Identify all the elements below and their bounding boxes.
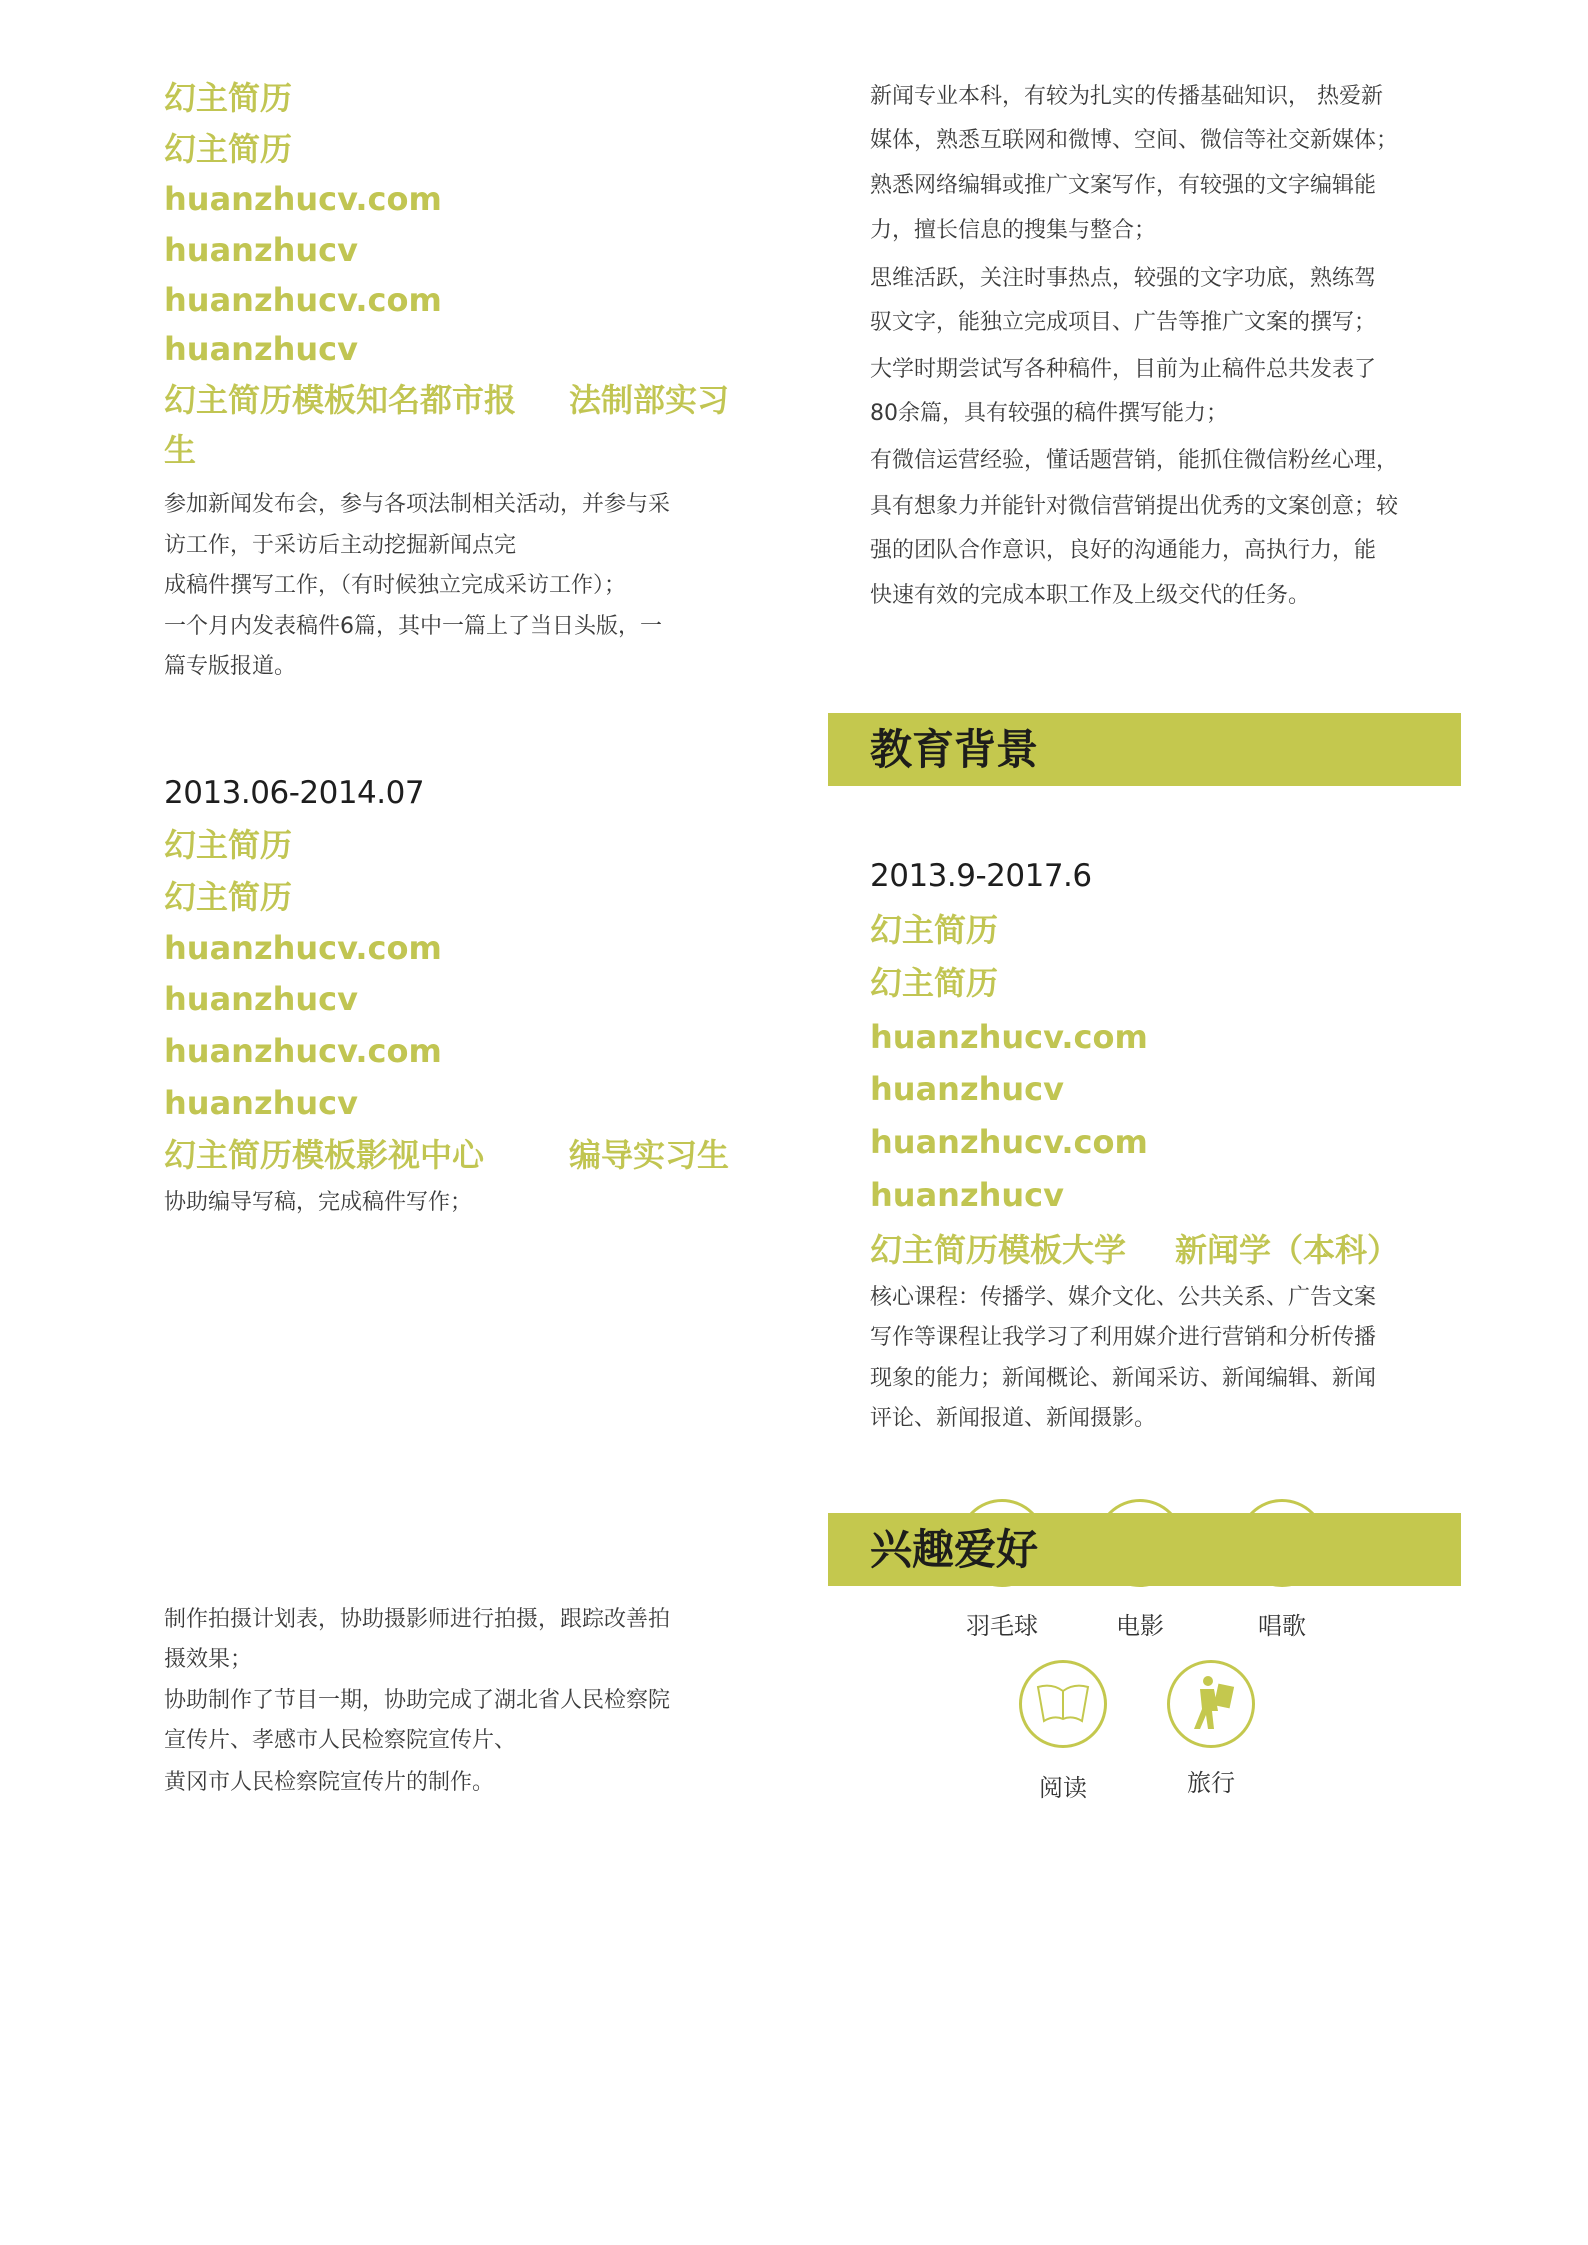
job1-line: huanzhucv — [164, 231, 358, 269]
education-desc-line: 现象的能力；新闻概论、新闻采访、新闻编辑、新闻 — [870, 1366, 1377, 1391]
hiker-icon — [1167, 1660, 1255, 1748]
job1-line: huanzhucv.com — [164, 180, 442, 218]
self-eval-line: 具有想象力并能针对微信营销提出优秀的文案创意；较 — [870, 494, 1399, 519]
self-eval-line: 熟悉网络编辑或推广文案写作，有较强的文字编辑能 — [870, 173, 1377, 198]
job1-desc-line: 访工作，于采访后主动挖掘新闻点完 — [164, 533, 517, 558]
self-eval-line: 力，擅长信息的搜集与整合； — [870, 218, 1157, 243]
education-line: huanzhucv.com — [870, 1018, 1148, 1056]
job2-more-desc-line: 摄效果； — [164, 1647, 253, 1672]
job1-company: 幻主简历模板知名都市报 — [164, 381, 517, 419]
education-desc-line: 核心课程：传播学、媒介文化、公共关系、广告文案 — [870, 1285, 1377, 1310]
education-line: 幻主简历 — [870, 911, 999, 949]
job1-desc-line: 成稿件撰写工作，（有时候独立完成采访工作）； — [164, 573, 627, 598]
education-date: 2013.9-2017.6 — [870, 858, 1092, 894]
self-eval-line: 驭文字，能独立完成项目、广告等推广文案的撰写； — [870, 310, 1377, 335]
education-line: huanzhucv — [870, 1070, 1064, 1108]
job1-line: 幻主简历 — [164, 130, 293, 168]
job1-line: 幻主简历 — [164, 79, 293, 117]
hobby-label: 阅读 — [1039, 1774, 1087, 1802]
education-line: huanzhucv — [870, 1176, 1064, 1214]
job2-date: 2013.06-2014.07 — [164, 775, 425, 811]
self-eval-line: 有微信运营经验，懂话题营销，能抓住微信粉丝心理， — [870, 448, 1399, 473]
education-major: 新闻学（本科） — [1175, 1231, 1400, 1269]
hobby-label: 旅行 — [1187, 1769, 1235, 1797]
job2-company: 幻主简历模板影视中心 — [164, 1136, 485, 1174]
job2-line: 幻主简历 — [164, 826, 293, 864]
job2-desc-line: 协助编导写稿，完成稿件写作； — [164, 1190, 473, 1215]
hobbies-section-title: 兴趣爱好 — [870, 1525, 1039, 1574]
job2-line: huanzhucv.com — [164, 929, 442, 967]
self-eval-line: 思维活跃，关注时事热点，较强的文字功底，熟练驾 — [870, 266, 1377, 291]
job1-desc-line: 一个月内发表稿件6篇，其中一篇上了当日头版，一 — [164, 614, 662, 639]
book-icon — [1019, 1660, 1107, 1748]
job2-line: huanzhucv.com — [164, 1032, 442, 1070]
education-desc-line: 评论、新闻报道、新闻摄影。 — [870, 1406, 1157, 1431]
job2-line: huanzhucv — [164, 980, 358, 1018]
education-school: 幻主简历模板大学 — [870, 1231, 1127, 1269]
job1-position-wrap: 生 — [164, 431, 197, 469]
job1-line: huanzhucv — [164, 330, 358, 368]
education-header-bar — [828, 713, 1461, 786]
job2-more-desc-line: 黄冈市人民检察院宣传片的制作。 — [164, 1770, 495, 1795]
job1-position: 法制部实习 — [569, 381, 730, 419]
hobby-label: 唱歌 — [1258, 1612, 1306, 1640]
self-eval-line: 大学时期尝试写各种稿件，目前为止稿件总共发表了 — [870, 357, 1377, 382]
self-eval-line: 媒体，熟悉互联网和微博、空间、微信等社交新媒体； — [870, 128, 1399, 153]
job2-line: huanzhucv — [164, 1084, 358, 1122]
education-desc-line: 写作等课程让我学习了利用媒介进行营销和分析传播 — [870, 1325, 1377, 1350]
job1-desc-line: 参加新闻发布会，参与各项法制相关活动，并参与采 — [164, 492, 671, 517]
job2-more-desc-line: 宣传片、孝感市人民检察院宣传片、 — [164, 1728, 517, 1753]
self-eval-line: 强的团队合作意识，良好的沟通能力，高执行力，能 — [870, 538, 1377, 563]
hobbies-header-bar — [828, 1513, 1461, 1586]
job2-more-desc-line: 协助制作了节目一期，协助完成了湖北省人民检察院 — [164, 1688, 671, 1713]
job2-position: 编导实习生 — [569, 1136, 730, 1174]
self-eval-line: 新闻专业本科，有较为扎实的传播基础知识， 热爱新 — [870, 84, 1383, 109]
education-section-title: 教育背景 — [870, 725, 1039, 774]
hobby-label: 羽毛球 — [966, 1612, 1038, 1640]
job1-line: huanzhucv.com — [164, 281, 442, 319]
job2-more-desc-line: 制作拍摄计划表，协助摄影师进行拍摄，跟踪改善拍 — [164, 1607, 671, 1632]
education-line: 幻主简历 — [870, 964, 999, 1002]
self-eval-line: 80余篇，具有较强的稿件撰写能力； — [870, 401, 1228, 426]
hobby-label: 电影 — [1116, 1612, 1164, 1640]
job1-desc-line: 篇专版报道。 — [164, 654, 297, 679]
education-line: huanzhucv.com — [870, 1123, 1148, 1161]
job2-line: 幻主简历 — [164, 878, 293, 916]
self-eval-line: 快速有效的完成本职工作及上级交代的任务。 — [870, 583, 1311, 608]
